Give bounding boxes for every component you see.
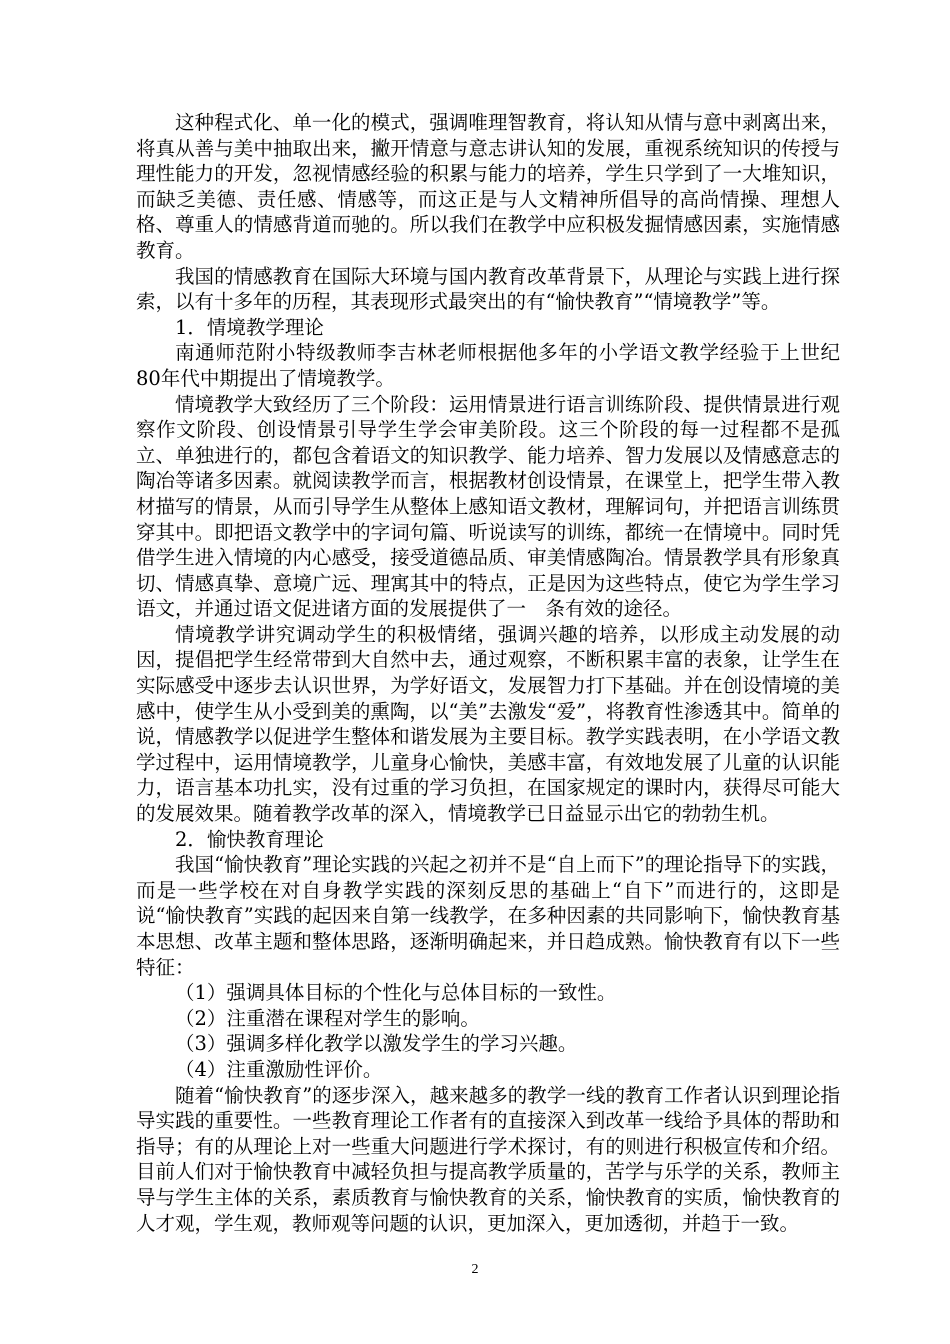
document-body bbox=[136, 110, 840, 1236]
paragraph: 情境教学讲究调动学生的积极情绪，强调兴趣的培养，以形成主动发展的动因，提倡把学生经常带到大自然中去，通过观察，不断积累丰富的表象，让学生在实际感受中逐步去认识世界，为学好语文，发展智力打下基础。并在创设情境的美感中，使学生从小受到美的熏陶，以“美”去激发“爱”，将教育性渗透其中。简单的说，情感教学以促进学生整体和谐发展为主要目标。教学实践表明，在小学语文教学过程中，运用情境教学，儿童身心愉快，美感丰富，有效地发展了儿童的认识能力，语言基本功扎实，没有过重的学习负担，在国家规定的课时内，获得尽可能大的发展效果。随着教学改革的深入，情境教学已日益显示出它的勃勃生机。 bbox=[136, 622, 840, 826]
paragraph: 我国的情感教育在国际大环境与国内教育改革背景下，从理论与实践上进行探索，以有十多年的历程，其表现形式最突出的有“愉快教育”“情境教学”等。 bbox=[136, 264, 840, 314]
section-heading: 2．愉快教育理论 bbox=[175, 827, 324, 851]
list-item: （3）强调多样化教学以激发学生的学习兴趣。 bbox=[175, 1032, 578, 1056]
section-heading: 1．情境教学理论 bbox=[175, 315, 324, 339]
list-item: （1）强调具体目标的个性化与总体目标的一致性。 bbox=[175, 981, 617, 1005]
paragraph: 随着“愉快教育”的逐步深入，越来越多的教学一线的教育工作者认识到理论指导实践的重要性。一些教育理论工作者有的直接深入到改革一线给予具体的帮助和指导；有的从理论上对一些重大问题进行学术探讨，有的则进行积极宣传和介绍。目前人们对于愉快教育中减轻负担与提高教学质量的，苦学与乐学的关系，教师主导与学生主体的关系，素质教育与愉快教育的关系，愉快教育的实质，愉快教育的人才观，学生观，教师观等问题的认识，更加深入，更加透彻，并趋于一致。 bbox=[136, 1083, 840, 1235]
paragraph: 情境教学大致经历了三个阶段：运用情景进行语言训练阶段、提供情景进行观察作文阶段、创设情景引导学生学会审美阶段。这三个阶段的每一过程都不是孤立、单独进行的，都包含着语文的知识教学、能力培养、智力发展以及情感意志的陶冶等诸多因素。就阅读教学而言，根据教材创设情景，在课堂上，把学生带入教材描写的情景，从而引导学生从整体上感知语文教材，理解词句，并把语言训练贯穿其中。即把语文教学中的字词句篇、听说读写的训练，都统一在情境中。同时凭借学生进入情境的内心感受，接受道德品质、审美情感陶冶。情景教学具有形象真切、情感真挚、意境广远、理寓其中的特点，正是因为这些特点，使它为学生学习语文，并通过语文促进诸方面的发展提供了一 条有效的途径。 bbox=[136, 392, 840, 621]
paragraph: 南通师范附小特级教师李吉林老师根据他多年的小学语文教学经验于上世纪80年代中期提出了情境教学。 bbox=[136, 341, 840, 390]
page-number: 2 bbox=[471, 1262, 479, 1277]
paragraph: 这种程式化、单一化的模式，强调唯理智教育，将认知从情与意中剥离出来，将真从善与美中抽取出来，撇开情意与意志讲认知的发展，重视系统知识的传授与理性能力的开发，忽视情感经验的积累与能力的培养，学生只学到了一大堆知识，而缺乏美德、责任感、情感等，而这正是与人文精神所倡导的高尚情操、理想人格、尊重人的情感背道而驰的。所以我们在教学中应积极发掘情感因素，实施情感教育。 bbox=[136, 111, 840, 262]
list-item: （4）注重激励性评价。 bbox=[175, 1057, 383, 1081]
list-item: （2）注重潜在课程对学生的影响。 bbox=[175, 1006, 480, 1030]
paragraph: 我国“愉快教育”理论实践的兴起之初并不是“自上而下”的理论指导下的实践，而是一些学校在对自身教学实践的深刻反思的基础上“自下”而进行的，这即是说“愉快教育”实践的起因来自第一线教学，在多种因素的共同影响下，愉快教育基本思想、改革主题和整体思路，逐渐明确起来，并日趋成熟。愉快教育有以下一些特征： bbox=[136, 853, 840, 979]
